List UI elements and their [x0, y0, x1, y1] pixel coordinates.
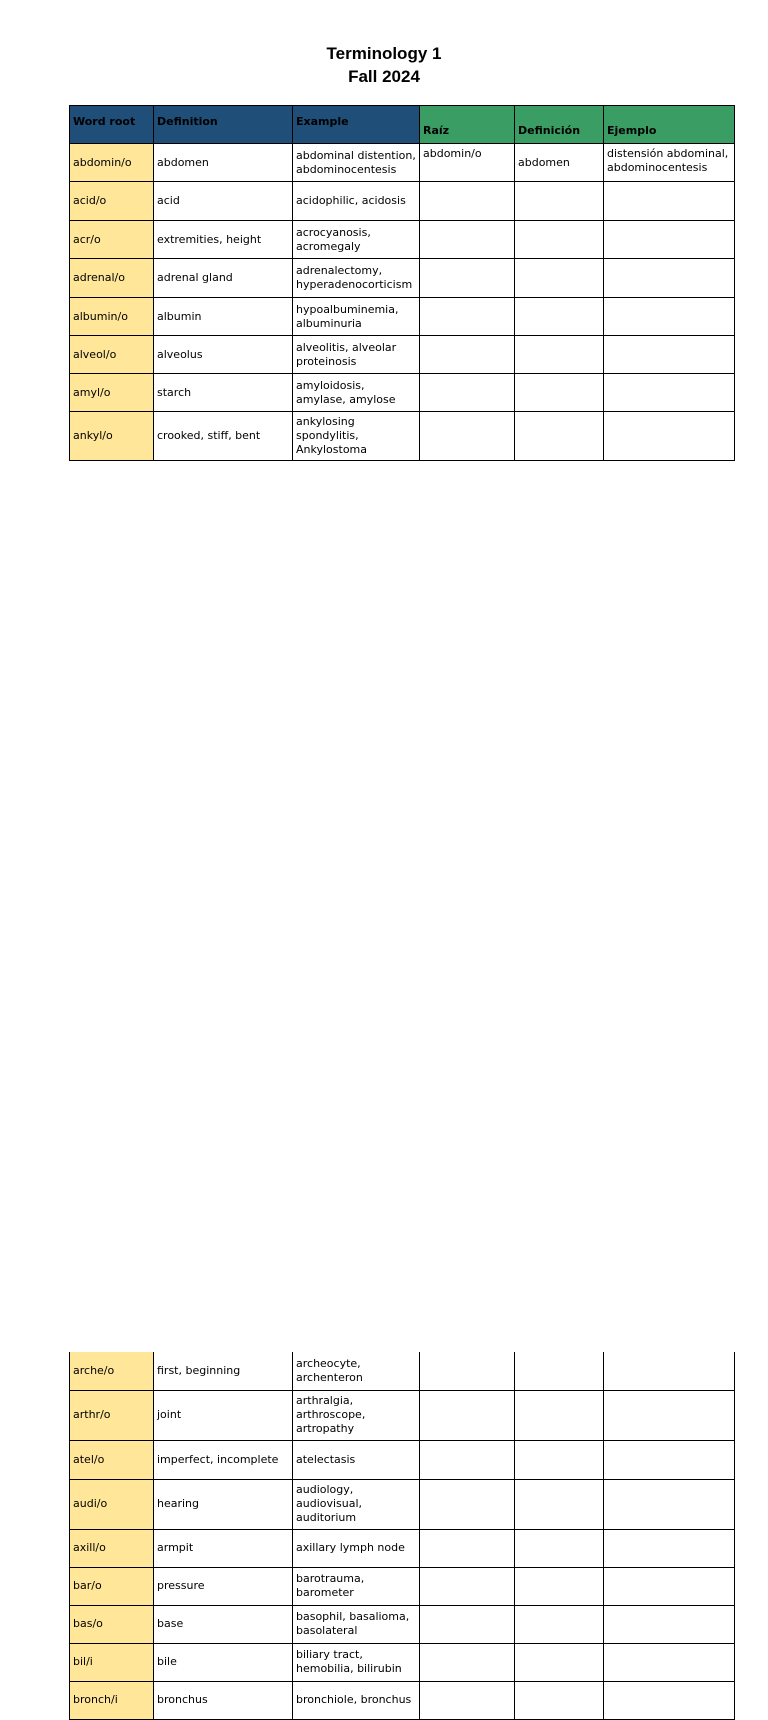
- cell-example: axillary lymph node: [293, 1529, 420, 1567]
- cell-raiz: [420, 1643, 515, 1681]
- table-row: [70, 144, 735, 182]
- cell-word-root: atel/o: [70, 1440, 154, 1479]
- cell-definicion: abdomen: [515, 144, 604, 182]
- cell-example: biliary tract, hemobilia, bilirubin: [293, 1643, 420, 1681]
- table-row: [70, 1440, 735, 1479]
- cell-word-root: adrenal/o: [70, 259, 154, 298]
- cell-raiz: [420, 412, 515, 461]
- cell-example: amyloidosis, amylase, amylose: [293, 374, 420, 412]
- cell-definicion: [515, 336, 604, 374]
- cell-ejemplo: [604, 1352, 735, 1390]
- cell-definicion: [515, 1529, 604, 1567]
- terminology-table-top: [69, 105, 735, 461]
- cell-raiz: abdomin/o: [420, 144, 515, 182]
- table-row: [70, 1567, 735, 1605]
- cell-raiz: [420, 1390, 515, 1440]
- title-line-2: Fall 2024: [348, 67, 420, 86]
- cell-word-root: amyl/o: [70, 374, 154, 412]
- cell-definition: base: [154, 1605, 293, 1643]
- table-row: [70, 1681, 735, 1719]
- cell-ejemplo: [604, 1479, 735, 1529]
- cell-ejemplo: [604, 1605, 735, 1643]
- page-section-bottom: [0, 676, 768, 1706]
- cell-example: ankylosing spondylitis, Ankylostoma: [293, 412, 420, 461]
- cell-definition: first, beginning: [154, 1352, 293, 1390]
- table-row: [70, 1479, 735, 1529]
- table-body-bottom: [70, 1352, 735, 1719]
- table-row: [70, 412, 735, 461]
- cell-word-root: albumin/o: [70, 298, 154, 336]
- cell-definition: extremities, height: [154, 221, 293, 259]
- cell-definicion: [515, 1567, 604, 1605]
- cell-definition: armpit: [154, 1529, 293, 1567]
- cell-definition: imperfect, incomplete: [154, 1440, 293, 1479]
- cell-definition: crooked, stiff, bent: [154, 412, 293, 461]
- cell-word-root: acr/o: [70, 221, 154, 259]
- table-row: [70, 1605, 735, 1643]
- cell-raiz: [420, 1681, 515, 1719]
- cell-raiz: [420, 374, 515, 412]
- cell-ejemplo: [604, 1567, 735, 1605]
- title-line-1: Terminology 1: [326, 44, 442, 63]
- cell-raiz: [420, 1352, 515, 1390]
- header-definicion: Definición: [515, 106, 604, 144]
- cell-definicion: [515, 412, 604, 461]
- cell-definicion: [515, 298, 604, 336]
- header-definition: Definition: [154, 106, 293, 144]
- cell-raiz: [420, 1529, 515, 1567]
- table-row: [70, 1352, 735, 1390]
- cell-definition: pressure: [154, 1567, 293, 1605]
- cell-example: abdominal distention, abdominocentesis: [293, 144, 420, 182]
- table-row: [70, 1643, 735, 1681]
- cell-ejemplo: [604, 336, 735, 374]
- cell-word-root: arthr/o: [70, 1390, 154, 1440]
- cell-definicion: [515, 1390, 604, 1440]
- cell-definicion: [515, 182, 604, 221]
- cell-definicion: [515, 1479, 604, 1529]
- cell-ejemplo: distensión abdominal, abdominocentesis: [604, 144, 735, 182]
- cell-word-root: arche/o: [70, 1352, 154, 1390]
- cell-example: alveolitis, alveolar proteinosis: [293, 336, 420, 374]
- cell-definition: albumin: [154, 298, 293, 336]
- cell-raiz: [420, 1605, 515, 1643]
- cell-ejemplo: [604, 1440, 735, 1479]
- cell-word-root: abdomin/o: [70, 144, 154, 182]
- cell-raiz: [420, 182, 515, 221]
- cell-example: arthralgia, arthroscope, artropathy: [293, 1390, 420, 1440]
- cell-word-root: axill/o: [70, 1529, 154, 1567]
- table-header-row: [70, 106, 735, 144]
- table-row: [70, 374, 735, 412]
- cell-word-root: audi/o: [70, 1479, 154, 1529]
- cell-word-root: ankyl/o: [70, 412, 154, 461]
- cell-ejemplo: [604, 374, 735, 412]
- cell-word-root: bronch/i: [70, 1681, 154, 1719]
- cell-example: audiology, audiovisual, auditorium: [293, 1479, 420, 1529]
- cell-raiz: [420, 298, 515, 336]
- cell-example: hypoalbuminemia, albuminuria: [293, 298, 420, 336]
- cell-example: acidophilic, acidosis: [293, 182, 420, 221]
- cell-definicion: [515, 1440, 604, 1479]
- cell-ejemplo: [604, 221, 735, 259]
- cell-definition: starch: [154, 374, 293, 412]
- cell-word-root: bas/o: [70, 1605, 154, 1643]
- cell-definition: hearing: [154, 1479, 293, 1529]
- cell-definition: bronchus: [154, 1681, 293, 1719]
- cell-raiz: [420, 1567, 515, 1605]
- cell-ejemplo: [604, 1681, 735, 1719]
- table-row: [70, 1529, 735, 1567]
- cell-definition: joint: [154, 1390, 293, 1440]
- cell-ejemplo: [604, 298, 735, 336]
- table-row: [70, 259, 735, 298]
- header-word-root: Word root: [70, 106, 154, 144]
- header-example: Example: [293, 106, 420, 144]
- table-row: [70, 1390, 735, 1440]
- terminology-table-bottom: [69, 1352, 735, 1720]
- cell-raiz: [420, 1440, 515, 1479]
- cell-word-root: acid/o: [70, 182, 154, 221]
- cell-example: barotrauma, barometer: [293, 1567, 420, 1605]
- table-row: [70, 182, 735, 221]
- cell-raiz: [420, 1479, 515, 1529]
- cell-definicion: [515, 374, 604, 412]
- cell-ejemplo: [604, 412, 735, 461]
- cell-example: basophil, basalioma, basolateral: [293, 1605, 420, 1643]
- table-row: [70, 221, 735, 259]
- table-body-top: [70, 144, 735, 461]
- cell-word-root: bar/o: [70, 1567, 154, 1605]
- cell-word-root: bil/i: [70, 1643, 154, 1681]
- table-row: [70, 336, 735, 374]
- cell-definition: adrenal gland: [154, 259, 293, 298]
- cell-definicion: [515, 1605, 604, 1643]
- cell-example: bronchiole, bronchus: [293, 1681, 420, 1719]
- cell-word-root: alveol/o: [70, 336, 154, 374]
- cell-definicion: [515, 1643, 604, 1681]
- cell-raiz: [420, 221, 515, 259]
- cell-raiz: [420, 336, 515, 374]
- cell-ejemplo: [604, 1643, 735, 1681]
- cell-example: archeocyte, archenteron: [293, 1352, 420, 1390]
- cell-ejemplo: [604, 259, 735, 298]
- table-row: [70, 298, 735, 336]
- cell-definition: alveolus: [154, 336, 293, 374]
- cell-ejemplo: [604, 1529, 735, 1567]
- document-title: [0, 42, 768, 88]
- cell-example: adrenalectomy, hyperadenocorticism: [293, 259, 420, 298]
- cell-definicion: [515, 1352, 604, 1390]
- header-raiz: Raíz: [420, 106, 515, 144]
- cell-definicion: [515, 259, 604, 298]
- cell-definicion: [515, 1681, 604, 1719]
- cell-ejemplo: [604, 182, 735, 221]
- cell-definition: acid: [154, 182, 293, 221]
- cell-definition: bile: [154, 1643, 293, 1681]
- header-ejemplo: Ejemplo: [604, 106, 735, 144]
- cell-definicion: [515, 221, 604, 259]
- cell-example: acrocyanosis, acromegaly: [293, 221, 420, 259]
- cell-ejemplo: [604, 1390, 735, 1440]
- cell-raiz: [420, 259, 515, 298]
- cell-definition: abdomen: [154, 144, 293, 182]
- cell-example: atelectasis: [293, 1440, 420, 1479]
